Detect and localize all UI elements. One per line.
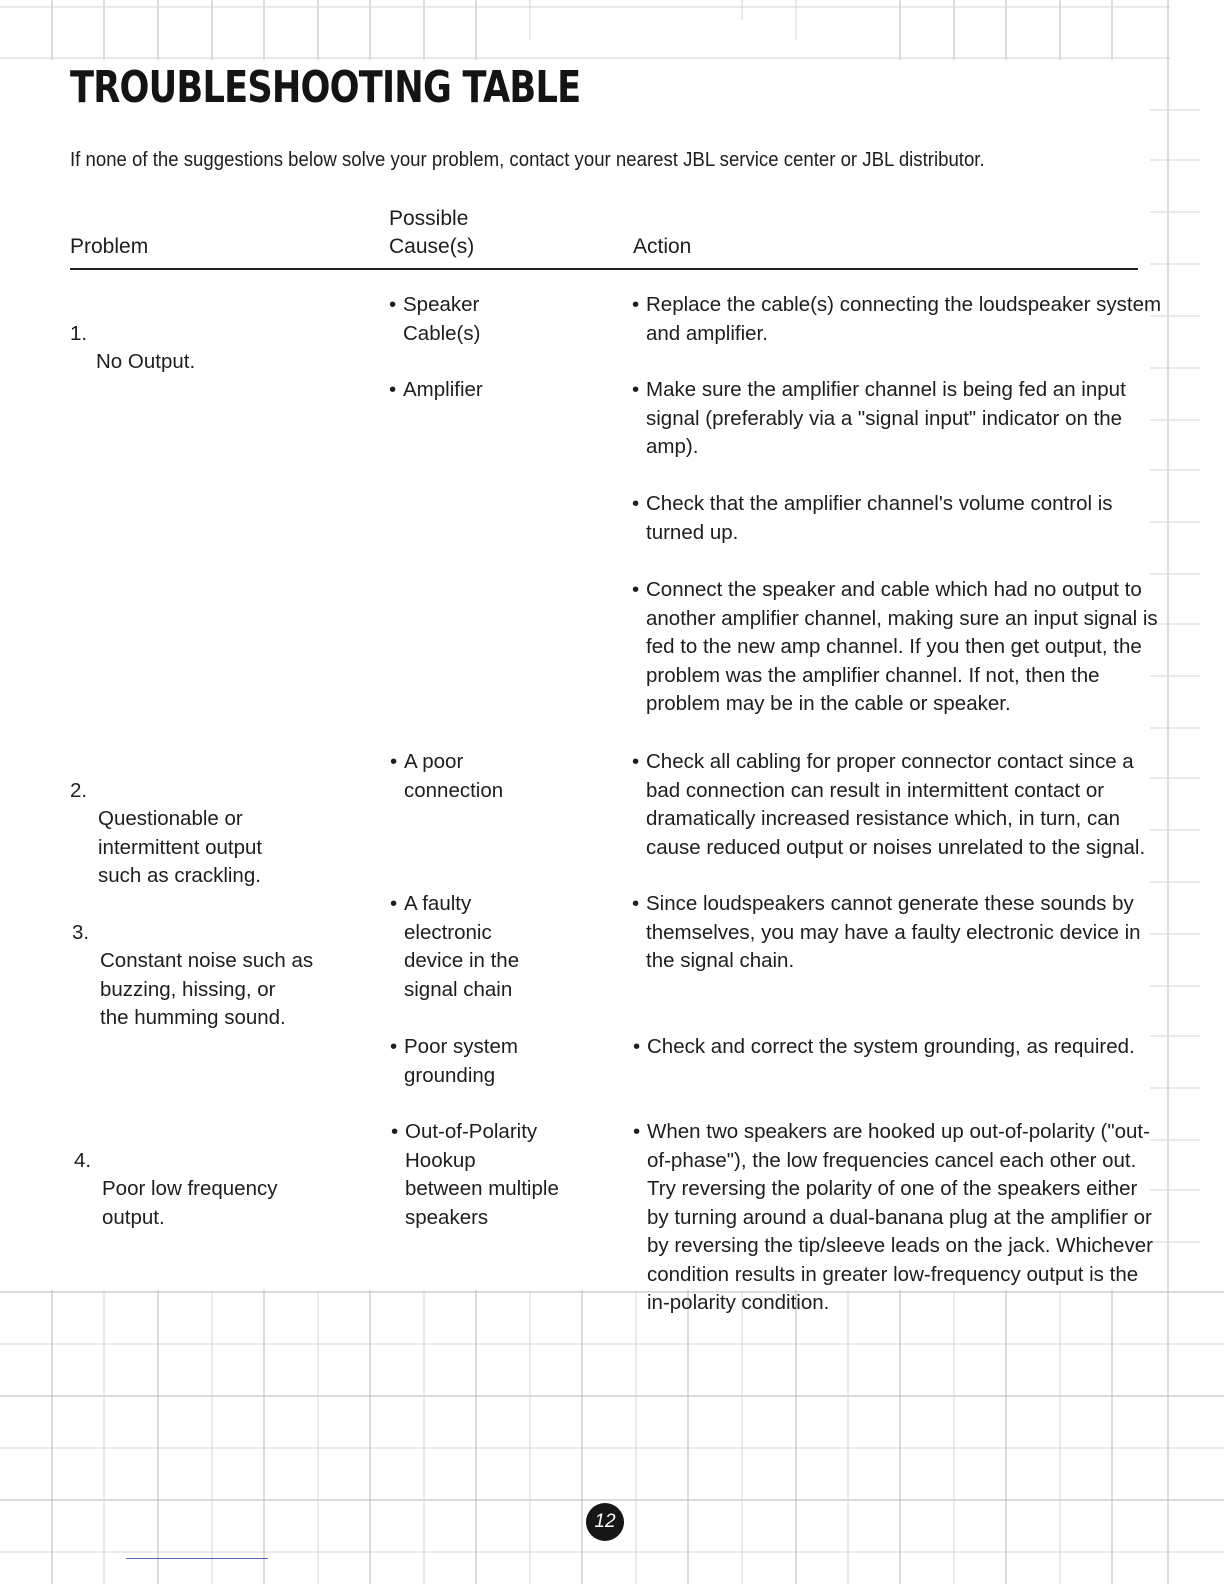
cause-item: • A faulty electronic device in the signal chain: [390, 890, 519, 1004]
action-item: • Make sure the amplifier channel is being fed an input signal (preferably via a "signal input" indicator on the amp).: [632, 376, 1126, 462]
action-item: • Replace the cable(s) connecting the loudspeaker system and amplifier.: [632, 291, 1161, 348]
problem-text: Questionable or intermittent output such as crackling.: [98, 807, 263, 887]
action-item: • Check and correct the system grounding, as required.: [633, 1033, 1135, 1062]
problem-text: Constant noise such as buzzing, hissing, or the humming sound.: [100, 949, 314, 1029]
action-item: • Since loudspeakers cannot generate these sounds by themselves, you may have a faulty electronic device in the signal chain.: [632, 890, 1141, 976]
intro-text: If none of the suggestions below solve your problem, contact your nearest JBL service center or JBL distributor.: [70, 149, 985, 171]
column-header-cause: Possible Cause(s): [389, 207, 475, 258]
cause-item: • Out-of-Polarity Hookup between multiple speakers: [391, 1118, 559, 1232]
problem-number: 4.: [74, 1148, 92, 1172]
page-number-badge: 12: [586, 1503, 624, 1541]
action-item: • Connect the speaker and cable which had no output to another amplifier channel, making sure an input signal is fed to the new amp channel. If you then get output, the problem was the amplifier channel. If not, then the problem may be in the cable or speaker.: [632, 576, 1158, 719]
action-item: • Check all cabling for proper connector contact since a bad connection can result in intermittent contact or dramatically increased resistance which, in turn, can cause reduced output or noises unrelated to the signal.: [632, 748, 1145, 862]
header-divider: [70, 268, 1138, 270]
action-item: • Check that the amplifier channel's volume control is turned up.: [632, 490, 1113, 547]
table-row-problem: [72, 890, 313, 1061]
decorative-underline: [126, 1558, 268, 1559]
top-grid-lines: [0, 0, 1170, 60]
cause-item: • Poor system grounding: [390, 1033, 518, 1090]
column-header-problem: Problem: [70, 235, 149, 258]
table-row-problem: [70, 291, 195, 405]
problem-text: Poor low frequency output.: [102, 1177, 278, 1229]
cause-item: • Amplifier: [389, 376, 483, 405]
column-header-action: Action: [633, 235, 692, 258]
page-title: TROUBLESHOOTING TABLE: [70, 62, 581, 113]
problem-number: 3.: [72, 920, 90, 944]
action-item: • When two speakers are hooked up out-of-polarity ("out- of-phase"), the low frequencies cancel each other out. Try reversing the polarity of one of the speakers either by turning around a dual-banana plug at the amplifier or by reversing the tip/sleeve leads on the jack. Whichever condition results in greater low-frequency output is the in-polarity condition.: [633, 1118, 1153, 1318]
problem-number: 2.: [70, 778, 88, 802]
table-row-problem: [74, 1118, 277, 1261]
cause-item: • A poor connection: [390, 748, 503, 805]
problem-text: No Output.: [96, 350, 196, 373]
cause-item: • Speaker Cable(s): [389, 291, 480, 348]
right-grid-lines: [1150, 0, 1200, 1584]
problem-number: 1.: [70, 321, 88, 345]
bottom-grid-lines: [0, 1290, 1224, 1584]
